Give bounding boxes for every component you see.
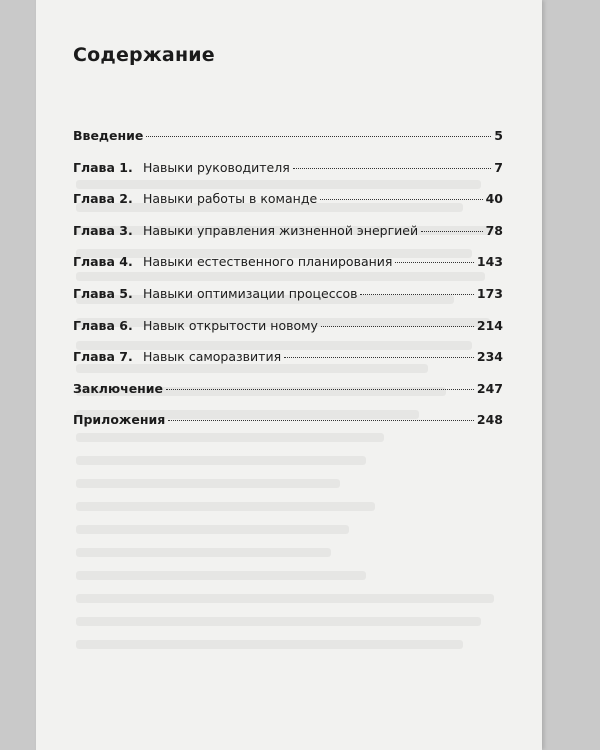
- toc-page-number: 143: [476, 254, 503, 270]
- dot-leader: [395, 262, 473, 263]
- book-page: [36, 0, 542, 750]
- toc-chapter-number: Глава 6.: [73, 317, 133, 333]
- toc-entry: [73, 349, 503, 365]
- toc-entry-title: Навыки руководителя: [143, 159, 290, 175]
- toc-page-number: 7: [494, 159, 503, 175]
- toc-entry: [73, 128, 503, 144]
- toc-chapter-number: Глава 1.: [73, 159, 133, 175]
- table-of-contents: [73, 128, 503, 444]
- dot-leader: [321, 326, 474, 327]
- dot-leader: [360, 294, 473, 295]
- toc-chapter-number: Глава 7.: [73, 349, 133, 365]
- toc-chapter-number: Глава 4.: [73, 254, 133, 270]
- toc-entry-title: Навыки оптимизации процессов: [143, 285, 358, 301]
- dot-leader: [320, 199, 482, 200]
- toc-entry: [73, 254, 503, 270]
- dot-leader: [168, 420, 474, 421]
- toc-entry-title: Навыки управления жизненной энергией: [143, 222, 419, 238]
- toc-entry-title: Навыки естественного планирования: [143, 254, 393, 270]
- toc-entry: [73, 191, 503, 207]
- toc-entry-title: Навыки работы в команде: [143, 191, 318, 207]
- toc-chapter-number: Глава 5.: [73, 285, 133, 301]
- toc-page-number: 40: [485, 191, 503, 207]
- toc-page-number: 5: [494, 128, 503, 143]
- toc-entry: [73, 381, 503, 397]
- toc-entry-title: Приложения: [73, 412, 166, 428]
- dot-leader: [284, 357, 474, 358]
- toc-page-number: 234: [476, 349, 503, 365]
- toc-entry-title: Введение: [73, 128, 144, 143]
- page-title: Содержание: [73, 44, 215, 66]
- toc-page-number: 248: [476, 412, 503, 428]
- toc-page-number: 78: [485, 222, 503, 238]
- dot-leader: [421, 231, 483, 232]
- toc-entry-title: Заключение: [73, 380, 164, 396]
- dot-leader: [293, 168, 492, 169]
- toc-entry: [73, 318, 503, 334]
- toc-page-number: 173: [476, 285, 503, 301]
- dot-leader: [166, 389, 474, 390]
- toc-entry-title: Навык открытости новому: [143, 317, 318, 333]
- dot-leader: [146, 136, 491, 137]
- toc-chapter-number: Глава 2.: [73, 191, 133, 207]
- toc-entry: [73, 160, 503, 176]
- toc-chapter-number: Глава 3.: [73, 222, 133, 238]
- toc-entry: [73, 412, 503, 428]
- toc-entry: [73, 223, 503, 239]
- toc-entry-title: Навык саморазвития: [143, 349, 282, 365]
- toc-entry: [73, 286, 503, 302]
- toc-page-number: 247: [476, 380, 503, 396]
- toc-page-number: 214: [476, 317, 503, 333]
